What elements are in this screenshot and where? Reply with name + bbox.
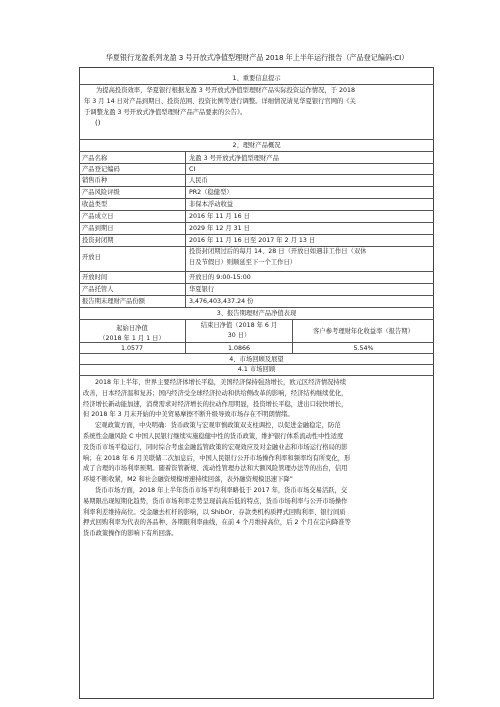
- overview-label: 产品名称: [82, 155, 108, 162]
- overview-label: 产品托管人: [82, 286, 114, 293]
- overview-value: 3,476,403,437.24 份: [189, 298, 254, 305]
- nav-header-start: 起始日净值: [116, 325, 148, 332]
- overview-value-cont: 日及节假日）则顺延至下一个工作日）: [189, 259, 297, 266]
- review-line: 及货币市场平稳运行，同时综合考虑金融监管政策的宏观效应及对金融业态和市场运行格局的影: [83, 443, 348, 451]
- overview-label: 产品登记编码: [82, 166, 120, 173]
- section-heading-4: 4、市场回顾及展望: [229, 356, 284, 363]
- notice-line-3: 于调整龙盈 3 号开放式净值型理财产品产品要素的公告》。: [84, 109, 247, 116]
- overview-value: 2016 年 11 月 16 日: [189, 213, 250, 220]
- review-line: 系统性金融风险 C 中国人民银行继续实施稳健中性的货币政策，维护银行体系流动性中性适度: [83, 432, 344, 440]
- overview-value: CI: [189, 166, 196, 173]
- overview-value: 人民币: [189, 177, 208, 184]
- market-review: [83, 378, 430, 540]
- notice-line-1: 为提高投资效率，华夏银行根据龙盈 3 号开放式净值型理财产品实际投资运作情况，于 2018: [96, 87, 356, 94]
- review-line: 押式回购利率为代表的各品种、各期限利率曲线，在前 4 个月维持高位，后 2 个月在定向降准等: [83, 519, 351, 527]
- overview-value: 非保本浮动收益: [189, 201, 234, 208]
- review-line: 货币政策操作的影响下有所回落。: [83, 530, 178, 538]
- review-line: 成了合理的市场利率预期。随着资管新规、流动性管理办法和大额风险管理办法等的出台，信用: [83, 465, 348, 473]
- review-line: 改善，日本经济温和复苏；国内经济受全球经济拉动和供给侧改革的影响，经济结构继续优化，: [83, 389, 348, 397]
- review-line: 但 2018 年 3 月末开始的中美贸易摩擦不断升级导致市场存在不明朗情绪。: [83, 411, 294, 419]
- overview-value: PR2（稳健型）: [189, 189, 233, 196]
- review-line: 响；在 2018 年 6 月美联储二次加息后，中国人民银行公开市场操作利率和频率均有所变化，形: [83, 454, 351, 462]
- overview-value: 2029 年 12 月 31 日: [189, 225, 250, 232]
- review-line: 环境不断收紧，M2 和社会融资规模增速持续回落，表外融资规模迅速下降”: [83, 476, 293, 484]
- review-line: 2018 年上半年，世界主要经济体增长平稳，美国经济保持强劲增长，欧元区经济情况持续: [95, 379, 347, 386]
- section-heading-4-1: 4.1 市场回顾: [237, 366, 276, 373]
- notice-block: [84, 85, 430, 129]
- nav-yield-value: 5.54%: [353, 345, 374, 352]
- overview-label: 产品成立日: [82, 213, 114, 220]
- review-line: 利率利差维持高位。受金融去杠杆的影响，以 ShibOr、存款类机构质押式回购利率、银行间质: [83, 508, 346, 516]
- notice-mark: (): [95, 119, 101, 127]
- nav-header-start-date: （2018 年 1 月 1 日）: [99, 335, 165, 342]
- report-page: [79, 0, 435, 707]
- document-title: 华夏银行龙盈系列龙盈 3 号开放式净值型理财产品 2018 年上半年运行报告（产品登记编码:CI）: [105, 53, 409, 62]
- nav-header-yield: 客户参考理财年化收益率（报告期）: [313, 328, 414, 335]
- overview-label: 产品风险评级: [82, 189, 120, 196]
- overview-value: 龙盈 3 号开放式净值型理财产品: [189, 155, 279, 162]
- overview-value: 投资封闭期过后的每月 14、28 日（开放日如遇非工作日（双休: [189, 248, 367, 255]
- nav-header-end: 结束日净值（2018 年 6 月: [200, 322, 278, 329]
- section-heading-3: 3、报告期理财产品净值表现: [216, 310, 297, 317]
- overview-label: 开放日: [82, 254, 101, 261]
- overview-label: 开放时间: [82, 274, 108, 281]
- notice-line-2: 年 3 月 14 日对产品到期日、投资范围、投资比例等进行调整。详细情况请见华夏银行官网的《关: [84, 98, 356, 105]
- review-line: 易期限出现短期化趋势，货币市场利率走势呈现前高后低的特点，货币市场利率与公开市场操作: [83, 497, 348, 505]
- review-line: 货币市场方面，2018 年上半年货币市场平均利率略低于 2017 年，货币市场交易活跃，交: [95, 486, 348, 494]
- overview-label: 销售币种: [82, 177, 108, 184]
- overview-value: 2016 年 11 月 16 日至 2017 年 2 月 13 日: [189, 237, 316, 244]
- overview-value: 开放日的 9:00-15:00: [189, 274, 251, 281]
- overview-label: 产品到期日: [82, 225, 114, 232]
- nav-end-value: 1.0866: [227, 345, 251, 352]
- overview-label: 收益类型: [82, 201, 108, 208]
- section-heading-2: 2、理财产品概况: [232, 142, 281, 149]
- review-line: 经济增长新动能加速，消费需求对经济增长的拉动作用明显，投资增长平稳，进出口较快增长，: [83, 400, 348, 408]
- overview-label: 报告期末理财产品份额: [82, 298, 145, 305]
- nav-header-end-date: 30 日）: [227, 332, 251, 339]
- overview-value: 华夏银行: [189, 286, 215, 293]
- review-line: 宏观政策方面，中央明确：货币政策与宏观审慎政策双支柱调控，以促进金融稳定，防范: [95, 422, 341, 430]
- nav-start-value: 1.0577: [120, 345, 144, 352]
- section-heading-1: 1、重要信息提示: [232, 75, 281, 82]
- overview-label: 投资封闭期: [82, 237, 114, 244]
